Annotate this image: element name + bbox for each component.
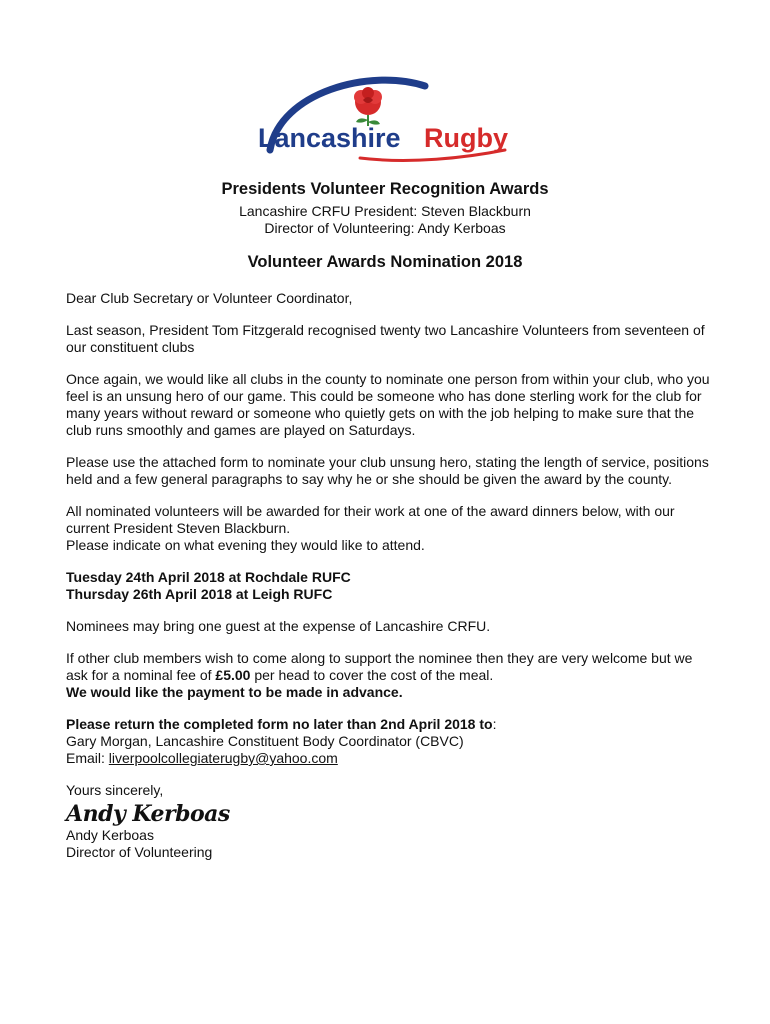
nomination-title: Volunteer Awards Nomination 2018 bbox=[247, 253, 523, 271]
paragraph-4 bbox=[66, 503, 716, 554]
lancashire-rugby-logo bbox=[250, 72, 530, 172]
paragraph-3: Please use the attached form to nominate your club unsung hero, stating the length of service, positions held and a few general paragraphs to say why he or she should be given the award by the county. bbox=[66, 454, 709, 487]
president-line: Lancashire CRFU President: Steven Blackburn bbox=[239, 203, 531, 219]
paragraph-1: Last season, President Tom Fitzgerald recognised twenty two Lancashire Volunteers from seventeen of our constituent clubs bbox=[66, 322, 705, 355]
email-label: Email: bbox=[66, 750, 109, 766]
email-line bbox=[66, 750, 716, 767]
paragraph-6-text-a: If other club members wish to come along to support the nominee then they are very welcome but we ask for a nominal fee of bbox=[66, 650, 693, 683]
return-instructions bbox=[66, 716, 716, 767]
paragraph-5: Nominees may bring one guest at the expense of Lancashire CRFU. bbox=[66, 618, 491, 634]
event-leigh: Thursday 26th April 2018 at Leigh RUFC bbox=[66, 586, 333, 602]
closing: Yours sincerely, bbox=[66, 782, 164, 798]
signatory-title: Director of Volunteering bbox=[66, 844, 213, 860]
director-line: Director of Volunteering: Andy Kerboas bbox=[264, 220, 506, 236]
paragraph-6 bbox=[66, 650, 716, 701]
return-contact: Gary Morgan, Lancashire Constituent Body Coordinator (CBVC) bbox=[66, 733, 464, 749]
salutation: Dear Club Secretary or Volunteer Coordinator, bbox=[66, 290, 353, 306]
page-title: Presidents Volunteer Recognition Awards bbox=[221, 180, 549, 198]
fee-amount: £5.00 bbox=[215, 667, 251, 683]
return-colon: : bbox=[492, 716, 497, 732]
event-dates bbox=[66, 569, 716, 603]
rose-logo-icon bbox=[250, 72, 530, 172]
letter-body bbox=[66, 290, 716, 861]
logo-text-lancashire: Lancashire bbox=[258, 123, 401, 153]
signatory-name: Andy Kerboas bbox=[66, 827, 154, 843]
event-rochdale: Tuesday 24th April 2018 at Rochdale RUFC bbox=[66, 569, 351, 585]
logo-text-rugby: Rugby bbox=[424, 123, 508, 153]
return-deadline: Please return the completed form no later than 2nd April 2018 to bbox=[66, 716, 493, 732]
paragraph-4-line-2: Please indicate on what evening they would like to attend. bbox=[66, 537, 425, 553]
payment-advance-note: We would like the payment to be made in advance. bbox=[66, 684, 403, 700]
email-link[interactable]: liverpoolcollegiaterugby@yahoo.com bbox=[108, 750, 338, 766]
paragraph-2: Once again, we would like all clubs in the county to nominate one person from within your club, who you feel is an unsung hero of our game. This could be someone who has done sterling work for the club for many years without reward or someone who quietly gets on with the job helping to make sure that the club runs smoothly and games are played on Saturdays. bbox=[66, 371, 710, 438]
handwritten-signature: Andy Kerboas bbox=[66, 801, 230, 827]
paragraph-6-text-b: per head to cover the cost of the meal. bbox=[250, 667, 494, 683]
paragraph-4-line-1: All nominated volunteers will be awarded for their work at one of the award dinners below, with our current President Steven Blackburn. bbox=[66, 503, 675, 536]
